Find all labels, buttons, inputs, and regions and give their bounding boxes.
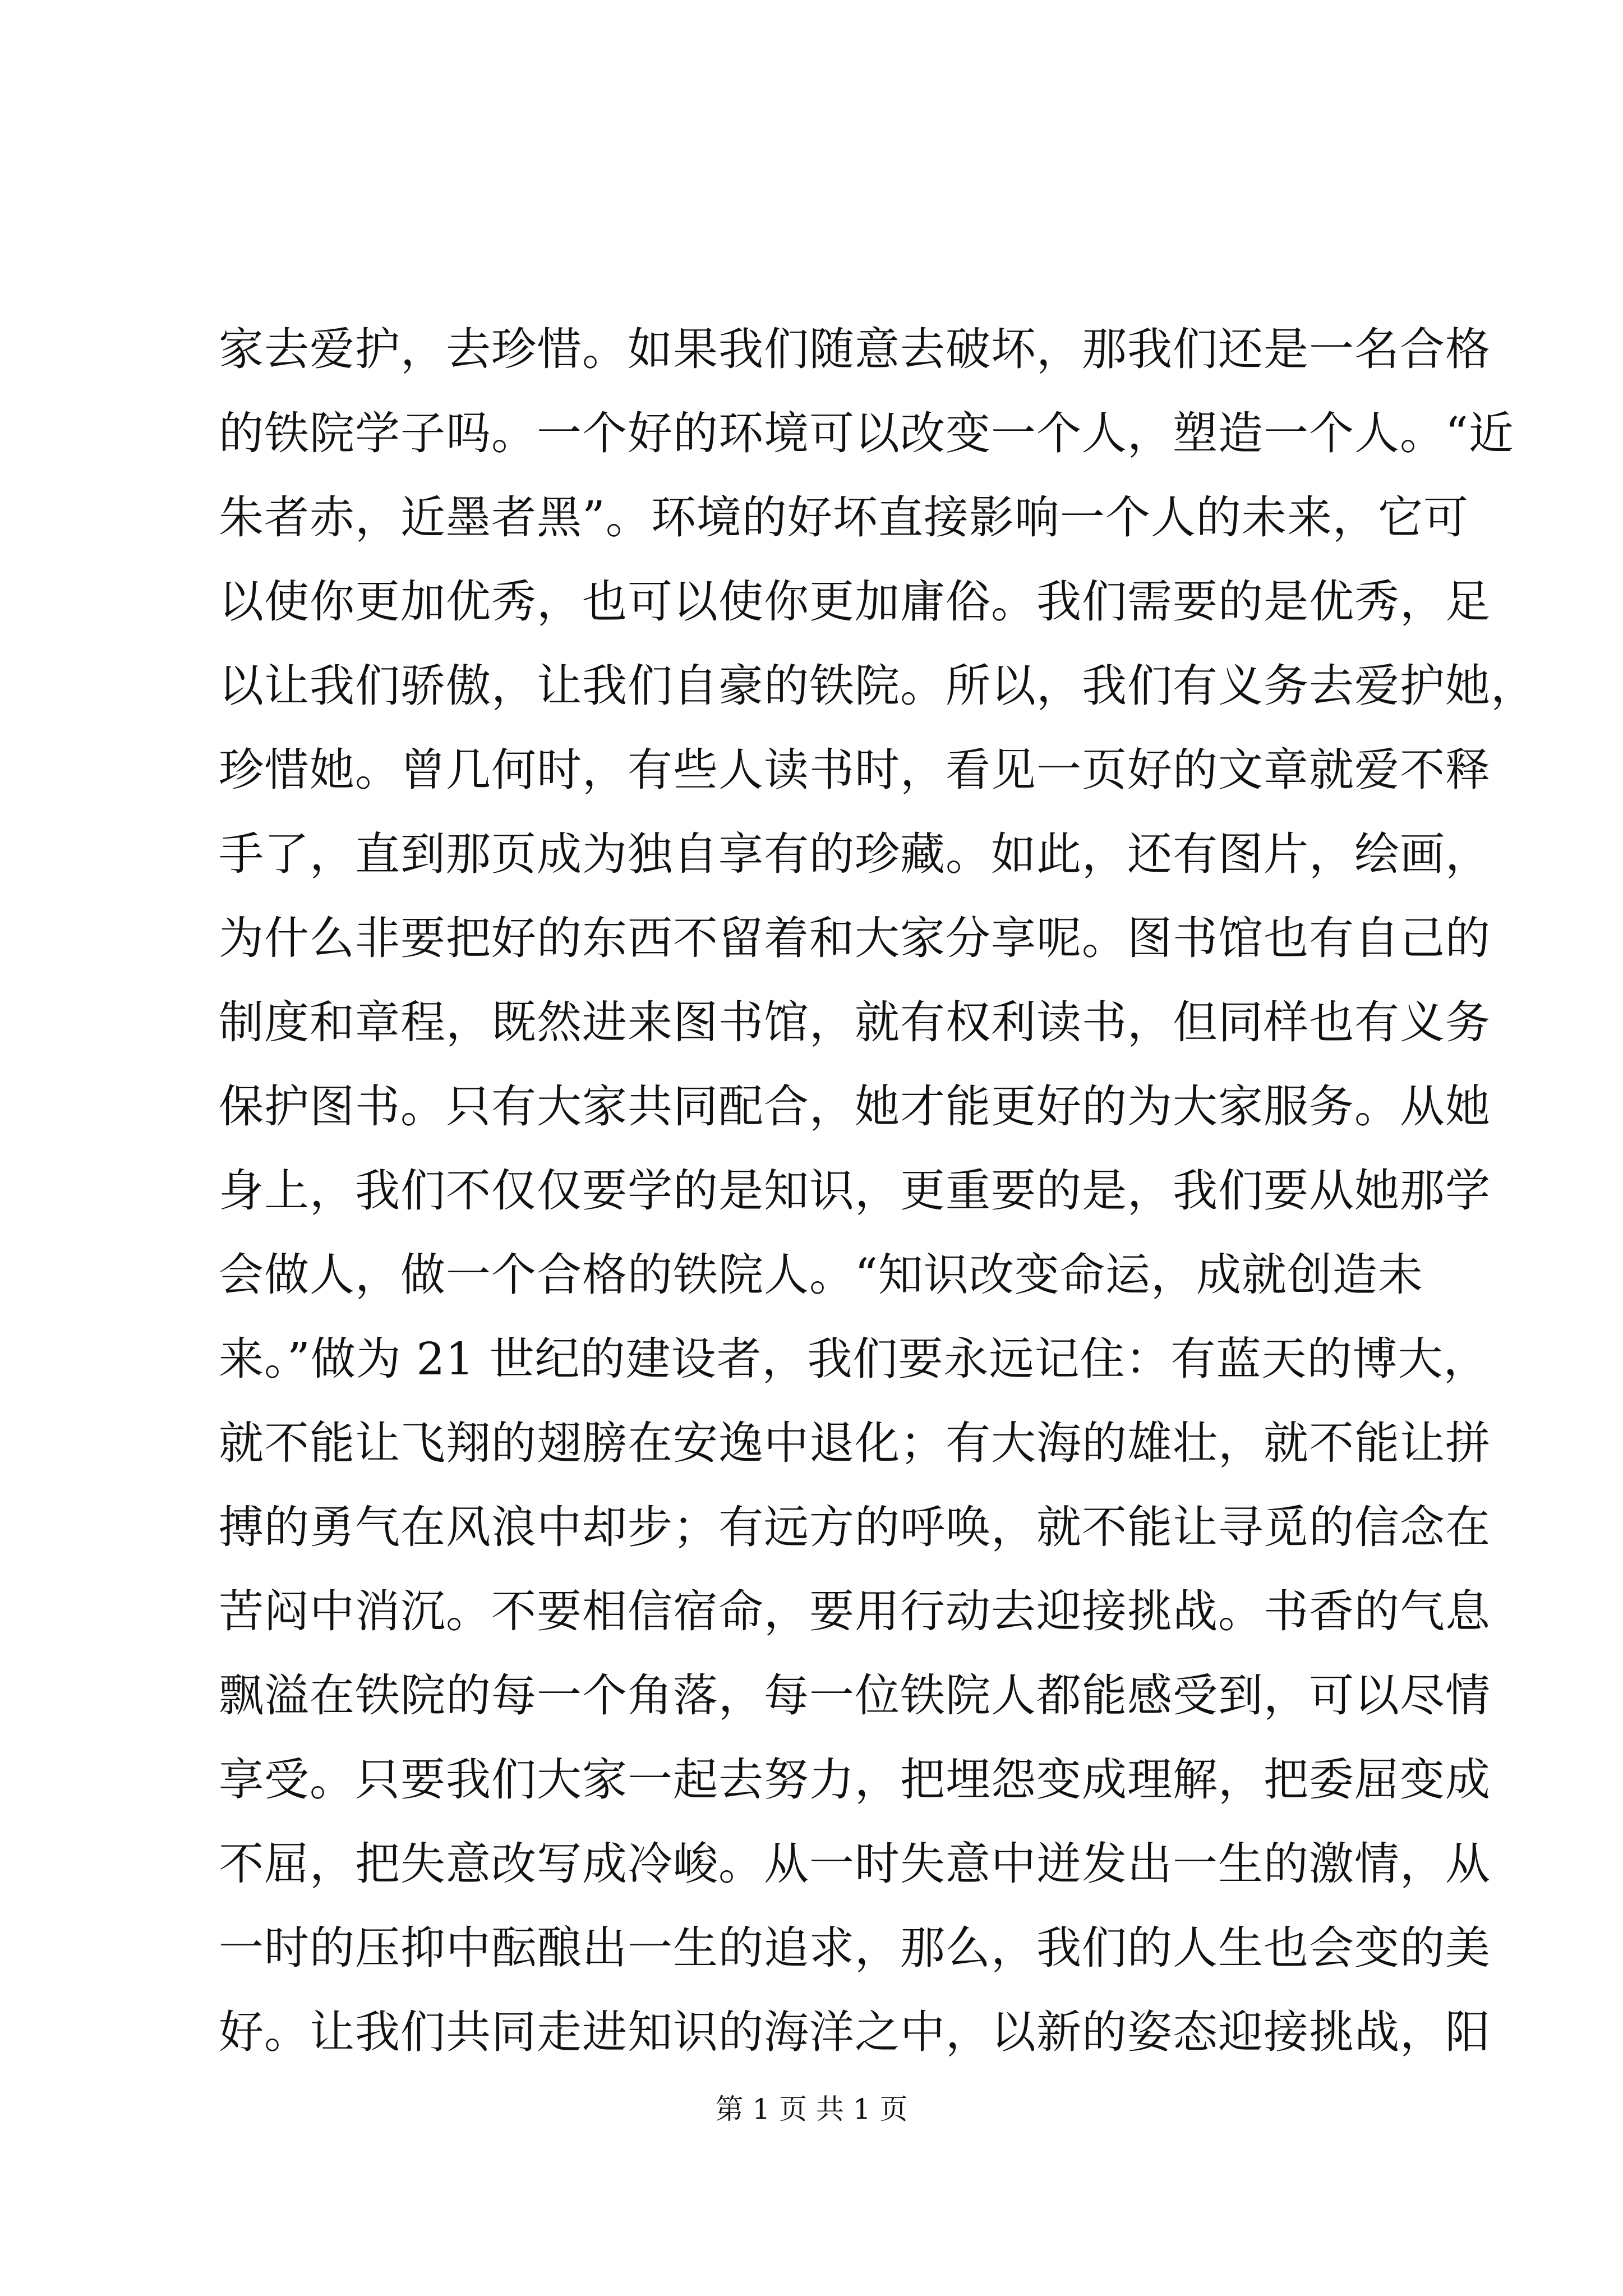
text-line: 好。让我们共同走进知识的海洋之中，以新的姿态迎接挑战，阳 [219,2006,1491,2058]
text-line: 的铁院学子吗。一个好的环境可以改变一个人，塑造一个人。“近 [219,407,1514,459]
text-line: 为什么非要把好的东西不留着和大家分享呢。图书馆也有自己的 [219,912,1491,964]
text-line: 以使你更加优秀，也可以使你更加庸俗。我们需要的是优秀，足 [219,576,1491,628]
body-text [219,307,1536,2074]
text-line: 不屈，把失意改写成冷峻。从一时失意中迸发出一生的激情，从 [219,1838,1491,1890]
text-line: 飘溢在铁院的每一个角落，每一位铁院人都能感受到，可以尽情 [219,1669,1491,1722]
text-line: 享受。只要我们大家一起去努力，把埋怨变成理解，把委屈变成 [219,1754,1491,1806]
text-line: 家去爱护，去珍惜。如果我们随意去破坏，那我们还是一名合格 [219,323,1491,375]
text-line: 就不能让飞翔的翅膀在安逸中退化；有大海的雄壮，就不能让拼 [219,1417,1491,1469]
text-line: 制度和章程，既然进来图书馆，就有权利读书，但同样也有义务 [219,996,1491,1048]
text-line: 珍惜她。曾几何时，有些人读书时，看见一页好的文章就爱不释 [219,744,1491,796]
text-line: 手了，直到那页成为独自享有的珍藏。如此，还有图片，绘画， [219,828,1491,880]
text-line: 保护图书。只有大家共同配合，她才能更好的为大家服务。从她 [219,1080,1491,1133]
text-line: 搏的勇气在风浪中却步；有远方的呼唤，就不能让寻觅的信念在 [219,1501,1491,1553]
text-line: 来。”做为 21 世纪的建设者，我们要永远记住：有蓝天的博大， [219,1333,1489,1385]
text-line: 身上，我们不仅仅要学的是知识，更重要的是，我们要从她那学 [219,1165,1491,1217]
text-line: 以让我们骄傲，让我们自豪的铁院。所以，我们有义务去爱护她， [219,660,1536,712]
text-line: 一时的压抑中酝酿出一生的追求，那么，我们的人生也会变的美 [219,1922,1491,1974]
text-line: 会做人，做一个合格的铁院人。“知识改变命运，成就创造未 [219,1249,1423,1301]
text-line: 朱者赤，近墨者黑”。环境的好坏直接影响一个人的未来，它可 [219,491,1469,544]
page-footer: 第 1 页 共 1 页 [715,2093,908,2125]
text-line: 苦闷中消沉。不要相信宿命，要用行动去迎接挑战。书香的气息 [219,1585,1491,1637]
